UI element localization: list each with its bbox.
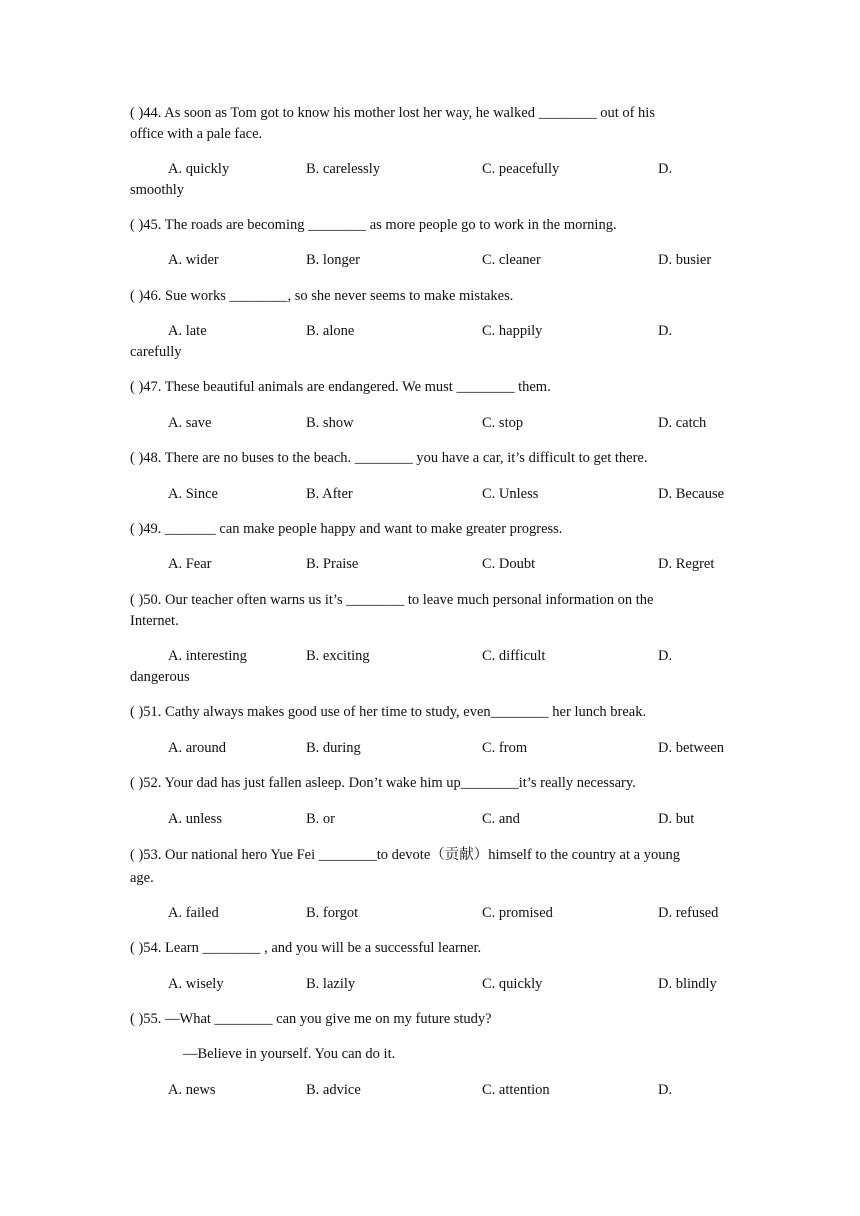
question-46-option-d: D. <box>658 323 673 339</box>
question-44-stem-cont: office with a pale face. <box>130 126 263 142</box>
question-49-option-c: C. Doubt <box>482 556 536 572</box>
question-51-option-d: D. between <box>658 740 725 756</box>
question-44-stem: ( )44. As soon as Tom got to know his mother lost her way, he walked ________ out of his <box>130 105 655 121</box>
question-54-stem: ( )54. Learn ________ , and you will be a successful learner. <box>130 940 482 956</box>
question-55-stem: ( )55. —What ________ can you give me on my future study? <box>130 1011 492 1027</box>
question-53-stem-cont: age. <box>130 870 154 886</box>
question-49-option-d: D. Regret <box>658 556 715 572</box>
question-54-option-a: A. wisely <box>168 976 224 992</box>
question-51-stem: ( )51. Cathy always makes good use of her time to study, even________ her lunch break. <box>130 704 647 720</box>
question-46-option-c: C. happily <box>482 323 543 339</box>
question-55-option-a: A. news <box>168 1082 216 1098</box>
question-45-option-a: A. wider <box>168 252 219 268</box>
question-49-option-a: A. Fear <box>168 556 212 572</box>
question-53-option-b: B. forgot <box>306 905 359 921</box>
question-45-stem: ( )45. The roads are becoming ________ as more people go to work in the morning. <box>130 217 617 233</box>
question-50-option-a: A. interesting <box>168 648 247 664</box>
question-44-option-c: C. peacefully <box>482 161 560 177</box>
question-49-stem: ( )49. _______ can make people happy and want to make greater progress. <box>130 521 563 537</box>
question-48-option-c: C. Unless <box>482 486 539 502</box>
question-50-option-b: B. exciting <box>306 648 370 664</box>
question-44-option-d: D. <box>658 161 673 177</box>
question-54-option-d: D. blindly <box>658 976 717 992</box>
question-53-option-c: C. promised <box>482 905 553 921</box>
question-55-option-d: D. <box>658 1082 673 1098</box>
question-52-option-d: D. but <box>658 811 695 827</box>
question-48-option-b: B. After <box>306 486 353 502</box>
question-50-stem: ( )50. Our teacher often warns us it’s ________ to leave much personal information on the <box>130 592 654 608</box>
question-54-option-b: B. lazily <box>306 976 356 992</box>
question-45-option-d: D. busier <box>658 252 712 268</box>
question-45-option-b: B. longer <box>306 252 360 268</box>
question-51-option-c: C. from <box>482 740 528 756</box>
question-55-option-c: C. attention <box>482 1082 550 1098</box>
question-46-option-d-text: carefully <box>130 344 182 360</box>
question-54-option-c: C. quickly <box>482 976 543 992</box>
question-55-reply: —Believe in yourself. You can do it. <box>183 1046 396 1062</box>
question-52-option-b: B. or <box>306 811 335 827</box>
question-48-option-a: A. Since <box>168 486 218 502</box>
question-50-option-d-text: dangerous <box>130 669 190 685</box>
question-51-option-a: A. around <box>168 740 226 756</box>
question-50-option-d: D. <box>658 648 673 664</box>
question-49-option-b: B. Praise <box>306 556 359 572</box>
question-50-option-c: C. difficult <box>482 648 546 664</box>
question-48-option-d: D. Because <box>658 486 725 502</box>
question-44-option-d-text: smoothly <box>130 182 184 198</box>
question-46-stem: ( )46. Sue works ________, so she never seems to make mistakes. <box>130 288 514 304</box>
question-47-stem: ( )47. These beautiful animals are endangered. We must ________ them. <box>130 379 551 395</box>
question-46-option-a: A. late <box>168 323 207 339</box>
question-46-option-b: B. alone <box>306 323 355 339</box>
question-52-option-a: A. unless <box>168 811 222 827</box>
question-48-stem: ( )48. There are no buses to the beach. ________ you have a car, it’s difficult to get there. <box>130 450 648 466</box>
question-45-option-c: C. cleaner <box>482 252 541 268</box>
question-44-option-a: A. quickly <box>168 161 230 177</box>
question-47-option-c: C. stop <box>482 415 524 431</box>
question-47-option-d: D. catch <box>658 415 707 431</box>
question-50-stem-cont: Internet. <box>130 613 179 629</box>
question-44-option-b: B. carelessly <box>306 161 381 177</box>
question-52-option-c: C. and <box>482 811 520 827</box>
question-53-option-a: A. failed <box>168 905 219 921</box>
question-53-stem: ( )53. Our national hero Yue Fei ________to devote（贡献）himself to the country at a young <box>130 847 680 863</box>
question-47-option-b: B. show <box>306 415 354 431</box>
question-55-option-b: B. advice <box>306 1082 361 1098</box>
question-53-option-d: D. refused <box>658 905 719 921</box>
question-51-option-b: B. during <box>306 740 361 756</box>
question-52-stem: ( )52. Your dad has just fallen asleep. Don’t wake him up________it’s really necessary. <box>130 775 636 791</box>
question-47-option-a: A. save <box>168 415 212 431</box>
